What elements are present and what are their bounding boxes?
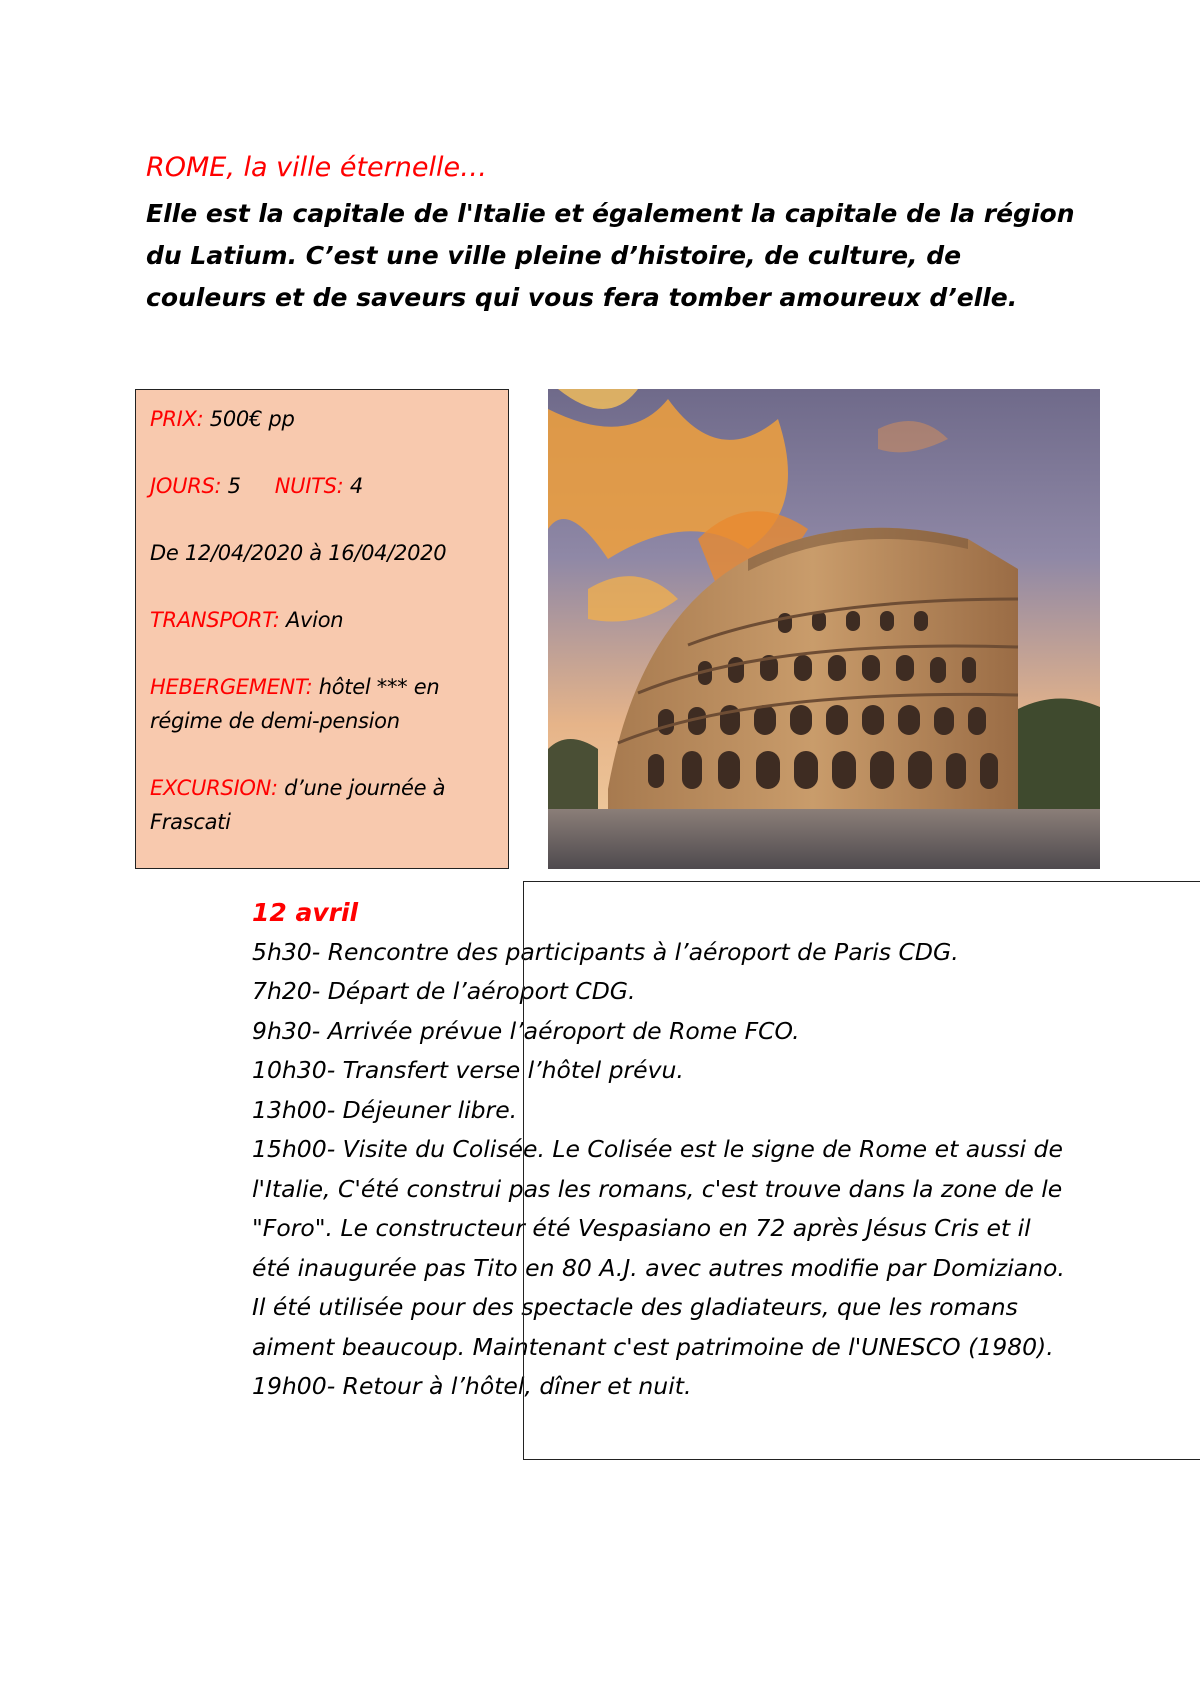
page-title: ROME, la ville éternelle… (146, 152, 488, 183)
colosseum-photo (548, 389, 1100, 869)
trip-info-box (135, 389, 509, 869)
itinerary-line: 19h00- Retour à l’hôtel, dîner et nuit. (252, 1372, 692, 1400)
itinerary-line: 5h30- Rencontre des participants à l’aéroport de Paris CDG. (252, 937, 959, 966)
itinerary-line: l'Italie, C'été construi pas les romans, c'est trouve dans la zone de le (252, 1174, 1063, 1203)
itinerary-line: 7h20- Départ de l’aéroport CDG. (252, 977, 636, 1005)
days-value: 5 (221, 474, 241, 498)
itinerary-line: "Foro". Le constructeur été Vespasiano en 72 après Jésus Cris et il (252, 1214, 1031, 1242)
nights-label: NUITS: (274, 474, 344, 498)
transport-value: Avion (279, 608, 344, 632)
excursion-value: d’une journée à Frascati (150, 776, 446, 834)
transport-label: TRANSPORT: (150, 608, 280, 632)
day-heading: 12 avril (252, 898, 359, 927)
itinerary-line: 9h30- Arrivée prévue l’aéroport de Rome FCO. (252, 1016, 800, 1045)
price-row (150, 402, 508, 436)
lodging-value: hôtel *** en régime de demi-pension (150, 675, 440, 733)
price-label: PRIX: (150, 407, 204, 431)
nights-value: 4 (343, 474, 363, 498)
excursion-label: EXCURSION: (150, 776, 278, 800)
empty-frame (523, 881, 1200, 1460)
price-value: 500€ pp (203, 407, 295, 431)
lodging-label: HEBERGEMENT: (150, 675, 313, 699)
itinerary-line: été inaugurée pas Tito en 80 A.J. avec autres modifie par Domiziano. (252, 1253, 1065, 1282)
itinerary-line: 13h00- Déjeuner libre. (252, 1095, 518, 1124)
lodging-row (150, 670, 508, 738)
itinerary-line: Il été utilisée pour des spectacle des gladiateurs, que les romans (252, 1293, 1018, 1321)
transport-row (150, 603, 508, 637)
duration-row (150, 469, 508, 503)
intro-paragraph: Elle est la capitale de l'Italie et également la capitale de la région du Latium. C’est une ville pleine d’histoire, de culture, de couleurs et de saveurs qui vous fera tomber amoureux d’elle. (146, 199, 1075, 312)
itinerary-line: 15h00- Visite du Colisée. Le Colisée est le signe de Rome et aussi de (252, 1135, 1063, 1163)
itinerary-line: 10h30- Transfert verse l’hôtel prévu. (252, 1056, 684, 1084)
dates-row: De 12/04/2020 à 16/04/2020 (150, 541, 447, 565)
excursion-row (150, 771, 508, 839)
days-label: JOURS: (150, 474, 222, 498)
itinerary-line: aiment beaucoup. Maintenant c'est patrimoine de l'UNESCO (1980). (252, 1332, 1054, 1361)
